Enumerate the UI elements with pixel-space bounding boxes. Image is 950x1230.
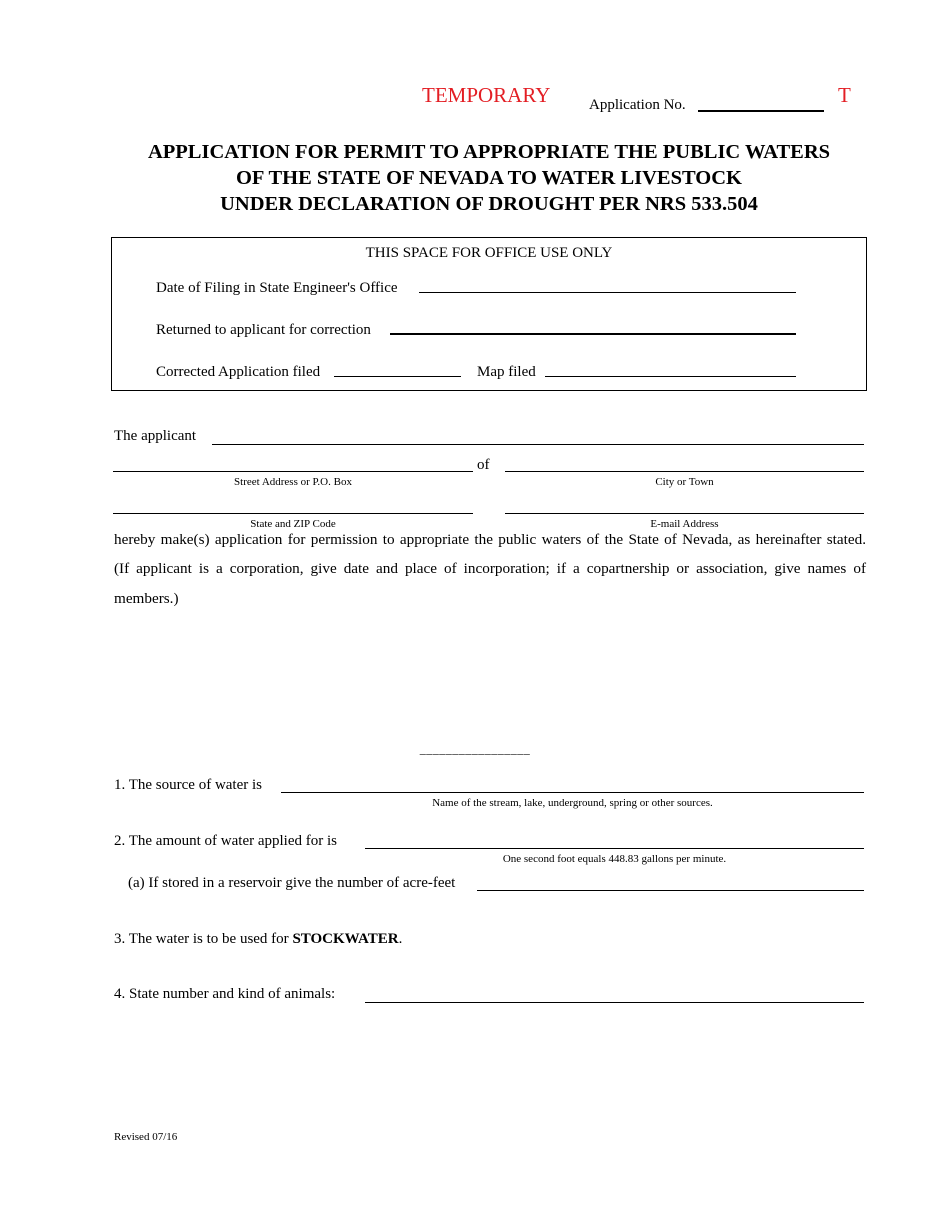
corporation-note-line-1: (If applicant is a corporation, give date and place of incorporation; if a copartnership or association, give names of	[114, 560, 866, 577]
corrected-application-field[interactable]	[334, 376, 461, 377]
email-caption: E-mail Address	[650, 518, 719, 530]
of-label: of	[477, 457, 490, 473]
temporary-t-mark: T	[838, 83, 851, 107]
water-use-label: 3. The water is to be used for	[114, 931, 289, 947]
street-address-field[interactable]	[113, 471, 473, 472]
water-use-value: STOCKWATER	[292, 931, 399, 947]
title-line-3: UNDER DECLARATION OF DROUGHT PER NRS 533.504	[220, 193, 758, 215]
date-of-filing-field[interactable]	[419, 292, 796, 293]
source-of-water-label: 1. The source of water is	[114, 777, 263, 793]
corrected-application-label: Corrected Application filed	[156, 364, 321, 380]
water-use-statement	[114, 931, 402, 948]
title-line-2: OF THE STATE OF NEVADA TO WATER LIVESTOCK	[235, 167, 742, 189]
state-zip-field[interactable]	[113, 513, 473, 514]
returned-label: Returned to applicant for correction	[156, 322, 371, 338]
animals-label: 4. State number and kind of animals:	[114, 986, 336, 1002]
amount-of-water-caption: One second foot equals 448.83 gallons per minute.	[502, 853, 727, 865]
application-no-label: Application No.	[589, 97, 686, 113]
returned-field[interactable]	[390, 333, 796, 335]
map-filed-label: Map filed	[477, 364, 536, 380]
animals-field[interactable]	[365, 1002, 864, 1003]
reservoir-acre-feet-field[interactable]	[477, 890, 864, 891]
city-field[interactable]	[505, 471, 864, 472]
applicant-label: The applicant	[114, 428, 197, 444]
application-statement: hereby make(s) application for permission to appropriate the public waters of the State of Nevada, as hereinafter stated.	[114, 531, 866, 548]
amount-of-water-label: 2. The amount of water applied for is	[114, 833, 337, 849]
applicant-name-field[interactable]	[212, 444, 864, 445]
application-no-field[interactable]	[698, 110, 824, 112]
office-use-heading: THIS SPACE FOR OFFICE USE ONLY	[365, 245, 613, 261]
amount-of-water-field[interactable]	[365, 848, 864, 849]
street-address-caption: Street Address or P.O. Box	[234, 476, 352, 488]
corporation-note-line-2: members.)	[114, 590, 179, 607]
water-use-suffix: .	[398, 931, 403, 947]
title-line-1: APPLICATION FOR PERMIT TO APPROPRIATE THE PUBLIC WATERS	[147, 141, 831, 163]
date-of-filing-label: Date of Filing in State Engineer's Office	[156, 280, 398, 296]
reservoir-label: (a) If stored in a reservoir give the number of acre-feet	[128, 875, 456, 891]
revised-date: Revised 07/16	[114, 1131, 178, 1143]
temporary-label: TEMPORARY	[422, 83, 551, 107]
email-field[interactable]	[505, 513, 864, 514]
city-caption: City or Town	[655, 476, 714, 488]
section-separator: _________________	[419, 742, 531, 756]
source-of-water-field[interactable]	[281, 792, 864, 793]
source-of-water-caption: Name of the stream, lake, underground, spring or other sources.	[432, 797, 713, 809]
map-filed-field[interactable]	[545, 376, 796, 377]
state-zip-caption: State and ZIP Code	[250, 518, 336, 530]
